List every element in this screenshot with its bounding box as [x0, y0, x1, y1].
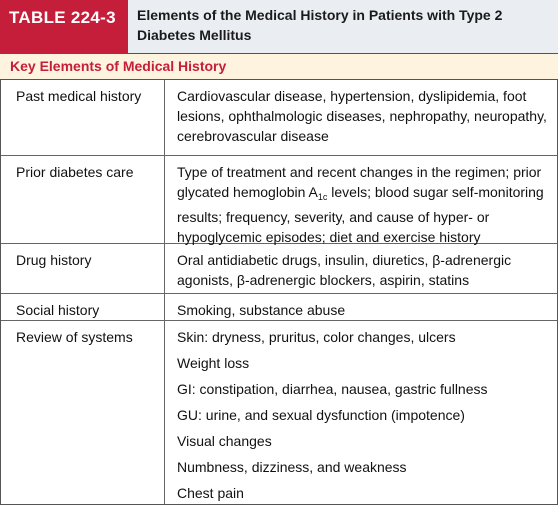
- table-row-drug-history: [1, 244, 557, 294]
- list-item: Numbness, dizziness, and weakness: [177, 459, 407, 475]
- row-label: Social history: [1, 294, 165, 320]
- row-label: Prior diabetes care: [1, 156, 165, 243]
- list-item: GU: urine, and sexual dysfunction (impotence): [177, 407, 465, 423]
- list-item: Skin: dryness, pruritus, color changes, ulcers: [177, 329, 456, 345]
- row-label: Drug history: [1, 244, 165, 293]
- row-label: Review of systems: [1, 321, 165, 504]
- table-row-past-medical-history: [1, 80, 557, 156]
- list-item: Chest pain: [177, 485, 244, 501]
- row-text: Cardiovascular disease, hypertension, dyslipidemia, foot lesions, ophthalmologic diseases, nephropathy, neuropathy, cerebrovascular disease: [177, 88, 547, 144]
- row-text-part: Type of treatment and recent changes in the regimen; prior glycated hemoglobin A: [177, 164, 542, 200]
- table-row-prior-diabetes-care: [1, 156, 557, 244]
- row-text: [165, 156, 557, 243]
- table-row-social-history: [1, 294, 557, 321]
- list-item: Weight loss: [177, 355, 250, 371]
- table-title: Elements of the Medical History in Patients with Type 2 Diabetes Mellitus: [128, 0, 558, 53]
- row-text: Oral antidiabetic drugs, insulin, diuretics, β-adrenergic agonists, β-adrenergic blockers, aspirin, statins: [177, 252, 512, 288]
- list-item: GI: constipation, diarrhea, nausea, gastric fullness: [177, 381, 488, 397]
- table-number: TABLE 224-3: [0, 0, 128, 53]
- row-label: Past medical history: [1, 80, 165, 155]
- row-text: Smoking, substance abuse: [177, 302, 346, 318]
- section-heading: Key Elements of Medical History: [0, 53, 558, 80]
- table-row-review-of-systems: [1, 321, 557, 504]
- table-body: [0, 80, 558, 505]
- subscript-1c: 1c: [317, 192, 328, 202]
- row-list: [165, 321, 557, 504]
- row-text-part: levels; blood sugar self-monitoring results; frequency, severity, and cause of hyper- or hypoglycemic episodes; diet and exercise history: [177, 184, 544, 245]
- list-item: Visual changes: [177, 433, 272, 449]
- table-header: [0, 0, 558, 53]
